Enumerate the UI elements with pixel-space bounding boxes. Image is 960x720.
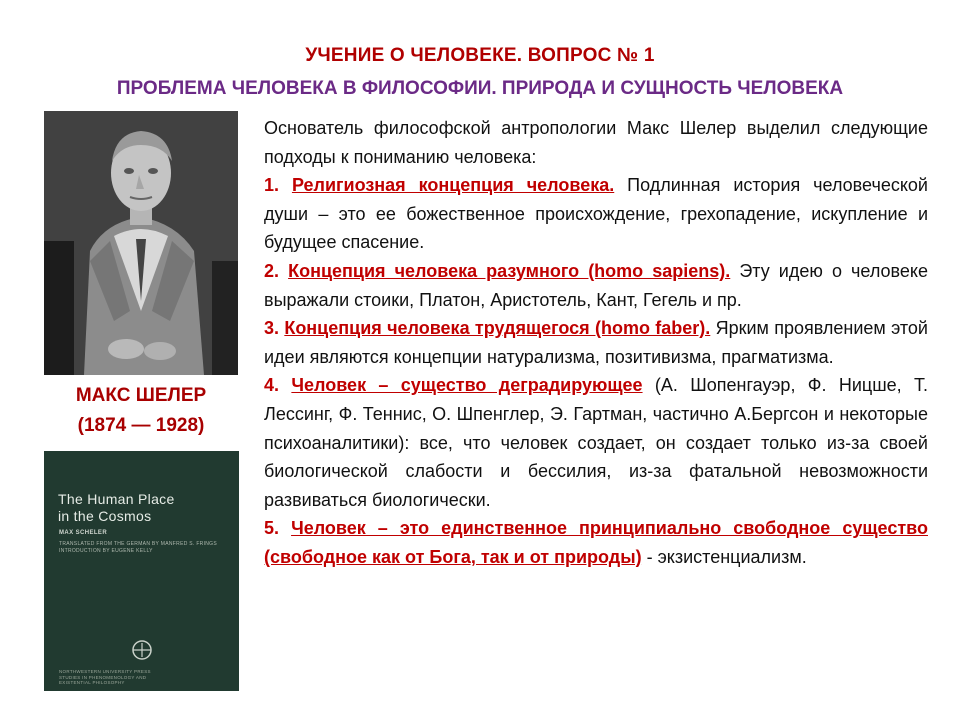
item-heading: Человек – это единственное принципиально свободное существо (свободное как от Бога, так и от природы) — [264, 518, 928, 567]
item-number: 3. — [264, 318, 280, 339]
list-item — [264, 314, 928, 371]
item-heading: Концепция человека разумного (homo sapiens). — [288, 260, 731, 281]
item-text: (А. Шопенгауэр, Ф. Ницше, Т. Лессинг, Ф. Теннис, О. Шпенглер, Э. Гартман, частично А.Бергсон и некоторые психоаналитики): все, что человек создает, он создает только из-за своей биологической слабости и бессилия, из-за фатальной невозможности развиваться биологически. — [264, 375, 929, 510]
item-number: 5. — [264, 518, 280, 539]
intro-paragraph: Основатель философской антропологии Макс Шелер выделил следующие подходы к пониманию человека: — [264, 118, 928, 167]
main-text — [264, 114, 928, 572]
item-text: Ярким проявлением этой идеи являются концепции натурализма, позитивизма, прагматизма. — [264, 318, 928, 367]
slide-subtitle: ПРОБЛЕМА ЧЕЛОВЕКА В ФИЛОСОФИИ. ПРИРОДА И СУЩНОСТЬ ЧЕЛОВЕКА — [116, 78, 844, 99]
book-author: MAX SCHELER — [59, 530, 108, 536]
item-text: Подлинная история человеческой души – это ее божественное происхождение, грехопадение, искупление и будущее спасение. — [264, 175, 928, 253]
publisher-logo-icon — [130, 639, 154, 661]
portrait-photo — [44, 111, 238, 375]
book-cover — [44, 451, 239, 691]
book-title: The Human Place in the Cosmos — [58, 491, 175, 524]
list-item — [264, 257, 928, 314]
item-number: 2. — [264, 260, 280, 281]
list-item — [264, 514, 928, 571]
item-text: - экзистенциализм. — [641, 546, 807, 567]
item-heading: Религиозная концепция человека. — [291, 175, 615, 196]
item-number: 1. — [264, 175, 280, 196]
person-years: (1874 — 1928) — [77, 415, 205, 436]
item-heading: Концепция человека трудящегося (homo faber). — [284, 318, 711, 339]
list-item — [264, 371, 928, 514]
item-text: Эту идею о человеке выражали стоики, Платон, Аристотель, Кант, Гегель и пр. — [264, 260, 928, 310]
book-subtitle: TRANSLATED FROM THE GERMAN BY MANFRED S. FRINGS INTRODUCTION BY EUGENE KELLY — [59, 541, 218, 554]
book-publisher: NORTHWESTERN UNIVERSITY PRESS STUDIES IN PHENOMENOLOGY AND EXISTENTIAL PHILOSOPHY — [59, 669, 151, 685]
list-item — [264, 171, 928, 257]
item-heading: Человек – существо деградирующее — [291, 375, 643, 396]
slide-title: УЧЕНИЕ О ЧЕЛОВЕКЕ. ВОПРОС № 1 — [305, 45, 655, 66]
person-name: МАКС ШЕЛЕР — [75, 385, 207, 406]
item-number: 4. — [264, 375, 280, 396]
